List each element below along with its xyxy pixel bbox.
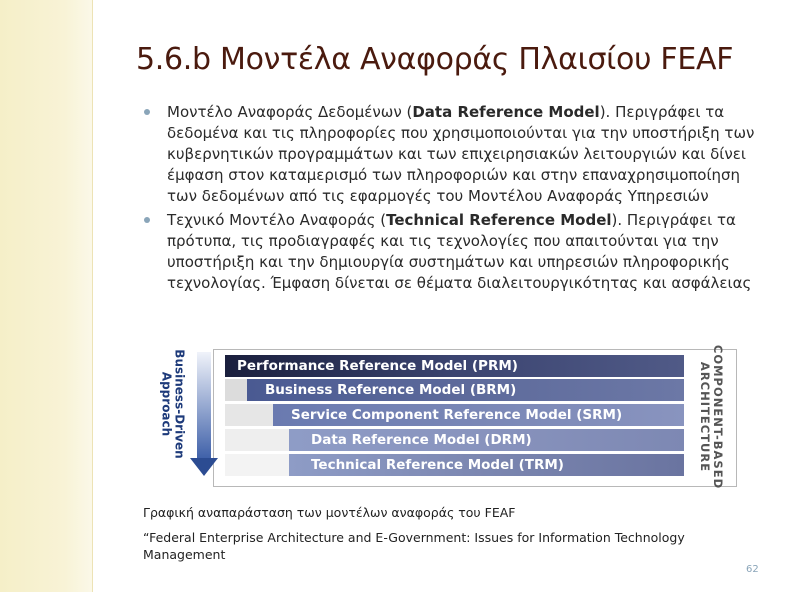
down-arrow-shaft: [197, 352, 211, 460]
layer-srm: Service Component Reference Model (SRM): [273, 404, 684, 426]
layer-drm: Data Reference Model (DRM): [289, 429, 684, 451]
bullet-dot-icon: [144, 217, 150, 223]
bullet-text-post: ). Περιγράφει τα πρότυπα, τις προδιαγραφές και τις τεχνολογίες που απαιτούνται για την υποστήριξη και την δημιουργία συστημάτων και υπηρεσιών πληροφορικής τεχνολογίας. Έμφαση δίνεται σε θέματα διαλειτουργικότητας και ασφάλειας: [167, 211, 752, 292]
bullet-term: Technical Reference Model: [386, 211, 612, 229]
step-shade: [225, 404, 273, 426]
diagram-caption: Γραφική αναπαράσταση των μοντέλων αναφοράς του FEAF: [143, 505, 516, 520]
left-label-line1: Business-Driven: [173, 349, 188, 459]
business-driven-approach-label: [151, 349, 195, 459]
bullet-term: Data Reference Model: [412, 103, 600, 121]
layer-brm: Business Reference Model (BRM): [247, 379, 684, 401]
feaf-reference-models-diagram: [147, 344, 737, 490]
down-arrow-icon: [190, 458, 218, 476]
right-label-text: [698, 345, 724, 489]
bullet-text-pre: Τεχνικό Μοντέλο Αναφοράς (: [167, 211, 387, 229]
step-shade: [225, 429, 289, 451]
source-citation: “Federal Enterprise Architecture and E-Government: Issues for Information Technology Management: [143, 530, 685, 562]
bullet-dot-icon: [144, 109, 150, 115]
bullet-data-reference-model: [143, 102, 763, 207]
page-number: 62: [746, 564, 759, 575]
left-label-text: [160, 349, 186, 458]
bullet-text-pre: Μοντέλο Αναφοράς Δεδομένων (: [167, 103, 413, 121]
right-label-line2: ARCHITECTURE: [698, 361, 712, 473]
side-band-edge: [92, 0, 93, 592]
bullet-text-post: ). Περιγράφει τα δεδομένα και τις πληροφορίες που χρησιμοποιούνται για την υποστήριξη των κυβερνητικών προγραμμάτων και των επιχειρησιακών λειτουργιών και δίνει έμφαση στον καταμερισμό των πληροφοριών και στην επαναχρησιμοποίηση των δεδομένων από τις εφαρμογές του Μοντέλου Αναφοράς Υπηρεσιών: [167, 103, 755, 205]
bullet-list: [143, 102, 763, 297]
layer-trm: Technical Reference Model (TRM): [289, 454, 684, 476]
component-based-architecture-label: [689, 344, 733, 490]
decorative-side-band: [0, 0, 92, 592]
step-shade: [225, 454, 289, 476]
right-label-line1: COMPONENT-BASED: [711, 344, 725, 490]
step-shade: [225, 379, 247, 401]
layer-prm: Performance Reference Model (PRM): [225, 355, 684, 377]
left-label-line2: Approach: [160, 371, 175, 437]
slide-title: 5.6.b Μοντέλα Αναφοράς Πλαισίου FEAF: [136, 42, 734, 77]
bullet-technical-reference-model: [143, 210, 763, 294]
